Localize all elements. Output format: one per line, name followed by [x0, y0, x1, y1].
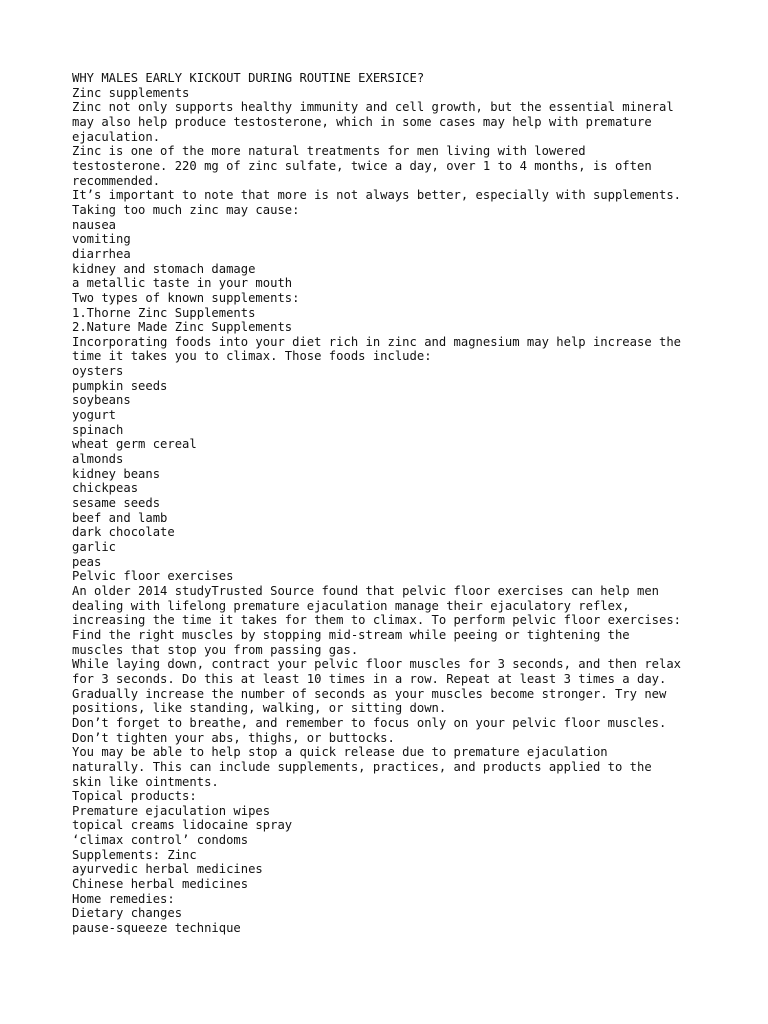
- document-line: positions, like standing, walking, or sitting down.: [72, 701, 447, 716]
- document-line: Taking too much zinc may cause:: [72, 202, 300, 217]
- document-line: recommended.: [72, 173, 161, 188]
- document-line: Don’t tighten your abs, thighs, or buttocks.: [72, 730, 395, 745]
- document-line: may also help produce testosterone, which in some cases may help with premature: [72, 114, 652, 129]
- document-line: You may be able to help stop a quick release due to premature ejaculation: [72, 745, 608, 760]
- document-line: almonds: [72, 452, 124, 467]
- document-line: While laying down, contract your pelvic floor muscles for 3 seconds, and then relax: [72, 657, 682, 672]
- document-line: spinach: [72, 422, 124, 437]
- document-line: Topical products:: [72, 789, 197, 804]
- document-line: Zinc is one of the more natural treatments for men living with lowered: [72, 144, 586, 159]
- document-line: 2.Nature Made Zinc Supplements: [72, 320, 293, 335]
- document-line: Pelvic floor exercises: [72, 569, 234, 584]
- document-line: dealing with lifelong premature ejaculation manage their ejaculatory reflex,: [72, 598, 630, 613]
- document-line: skin like ointments.: [72, 774, 219, 789]
- document-line: garlic: [72, 540, 117, 554]
- document-line: Zinc not only supports healthy immunity and cell growth, but the essential mineral: [72, 100, 674, 115]
- document-line: yogurt: [72, 408, 117, 423]
- document-line: vomiting: [72, 232, 131, 247]
- document-line: pause-squeeze technique: [72, 921, 241, 936]
- document-line: Incorporating foods into your diet rich in zinc and magnesium may help increase the: [72, 334, 682, 349]
- document-line: topical creams lidocaine spray: [72, 818, 293, 833]
- document-line: chickpeas: [72, 481, 139, 496]
- document-line: peas: [72, 554, 102, 569]
- document-line: Dietary changes: [72, 906, 183, 921]
- document-line: time it takes you to climax. Those foods include:: [72, 349, 432, 364]
- document-line: dark chocolate: [72, 525, 175, 540]
- document-line: kidney beans: [72, 466, 161, 481]
- document-line: ‘climax control’ condoms: [72, 833, 249, 848]
- document-page: [72, 71, 732, 936]
- document-line: beef and lamb: [72, 510, 168, 525]
- document-line: muscles that stop you from passing gas.: [72, 642, 359, 657]
- document-line: ejaculation.: [72, 129, 161, 144]
- document-line: It’s important to note that more is not always better, especially with supplements.: [72, 188, 682, 203]
- document-line: wheat germ cereal: [72, 437, 197, 452]
- document-line: sesame seeds: [72, 496, 161, 511]
- document-line: WHY MALES EARLY KICKOUT DURING ROUTINE EXERSICE?: [72, 71, 425, 85]
- document-line: Two types of known supplements:: [72, 290, 300, 305]
- document-line: pumpkin seeds: [72, 378, 168, 393]
- document-line: diarrhea: [72, 246, 131, 261]
- document-line: Find the right muscles by stopping mid-stream while peeing or tightening the: [72, 627, 630, 642]
- document-line: Premature ejaculation wipes: [72, 803, 271, 818]
- document-line: Supplements: Zinc: [72, 847, 197, 862]
- document-line: An older 2014 studyTrusted Source found that pelvic floor exercises can help men: [72, 583, 659, 598]
- document-line: 1.Thorne Zinc Supplements: [72, 305, 256, 320]
- document-line: for 3 seconds. Do this at least 10 times in a row. Repeat at least 3 times a day.: [72, 671, 667, 686]
- document-line: Zinc supplements: [72, 85, 190, 100]
- document-line: soybeans: [72, 393, 131, 408]
- document-line: kidney and stomach damage: [72, 261, 256, 276]
- document-line: a metallic taste in your mouth: [72, 276, 293, 291]
- document-line: oysters: [72, 364, 124, 379]
- document-line: naturally. This can include supplements, practices, and products applied to the: [72, 759, 652, 774]
- document-line: increasing the time it takes for them to climax. To perform pelvic floor exercises:: [72, 613, 682, 628]
- document-line: nausea: [72, 217, 117, 232]
- document-line: Chinese herbal medicines: [72, 877, 249, 892]
- document-line: testosterone. 220 mg of zinc sulfate, twice a day, over 1 to 4 months, is often: [72, 158, 652, 173]
- document-line: Don’t forget to breathe, and remember to focus only on your pelvic floor muscles.: [72, 715, 667, 730]
- document-line: Home remedies:: [72, 891, 175, 906]
- document-line: Gradually increase the number of seconds as your muscles become stronger. Try new: [72, 686, 667, 701]
- document-line: ayurvedic herbal medicines: [72, 862, 263, 877]
